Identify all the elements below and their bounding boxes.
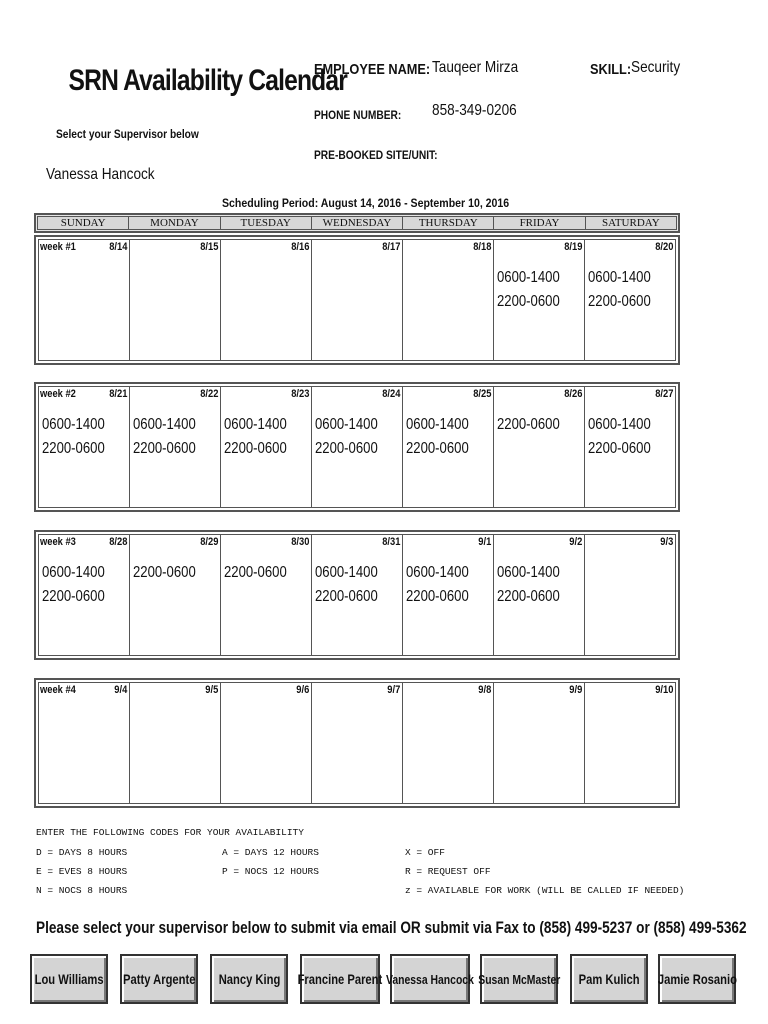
availability-slots: [497, 413, 560, 437]
day-cell[interactable]: [494, 240, 585, 360]
selected-supervisor: Vanessa Hancock: [46, 166, 155, 183]
day-header: SUNDAY: [38, 217, 129, 229]
shift-entry: 2200-0600: [315, 440, 378, 457]
day-header: TUESDAY: [221, 217, 312, 229]
shift-entry: 2200-0600: [406, 440, 469, 457]
supervisor-button-label: Vanessa Hancock: [386, 971, 474, 987]
week-table: [34, 530, 680, 660]
code-item: D = DAYS 8 HOURS: [36, 847, 128, 858]
shift-entry: 2200-0600: [224, 440, 287, 457]
availability-slots: [406, 413, 469, 461]
day-cell[interactable]: [130, 683, 221, 803]
day-cell[interactable]: [130, 535, 221, 655]
code-item: R = REQUEST OFF: [405, 866, 491, 877]
shift-entry: 2200-0600: [497, 588, 560, 605]
shift-entry: 2200-0600: [406, 588, 469, 605]
availability-slots: [588, 266, 651, 314]
day-cell[interactable]: [312, 240, 403, 360]
day-date: 9/5: [204, 684, 218, 696]
availability-slots: [406, 561, 469, 609]
week-table: [34, 235, 680, 365]
day-date: 8/28: [108, 536, 127, 548]
code-item: z = AVAILABLE FOR WORK (WILL BE CALLED IF NEEDED): [405, 885, 685, 896]
day-date: 8/17: [381, 241, 400, 253]
shift-entry: 0600-1400: [133, 416, 196, 433]
availability-slots: [133, 561, 196, 585]
day-cell[interactable]: [585, 683, 675, 803]
supervisor-button-label: Patty Argente: [122, 971, 196, 987]
availability-slots: [224, 413, 287, 461]
day-date: 8/29: [199, 536, 218, 548]
day-date: 8/26: [563, 388, 582, 400]
availability-slots: [224, 561, 287, 585]
day-cell[interactable]: [585, 535, 675, 655]
supervisor-button-susan-mcmaster[interactable]: [477, 954, 561, 1004]
skill-value: Security: [631, 59, 681, 76]
day-cell[interactable]: [403, 683, 494, 803]
shift-entry: 2200-0600: [497, 416, 560, 433]
supervisor-button-nancy-king[interactable]: [210, 954, 288, 1004]
day-date: 9/4: [113, 684, 127, 696]
day-cell[interactable]: [39, 240, 130, 360]
week-table: [34, 678, 680, 808]
supervisor-button-jamie-rosanio[interactable]: [658, 954, 736, 1004]
shift-entry: 0600-1400: [315, 416, 378, 433]
shift-entry: 2200-0600: [133, 440, 196, 457]
availability-slots: [133, 413, 196, 461]
shift-entry: 2200-0600: [224, 564, 287, 581]
day-date: 9/10: [654, 684, 673, 696]
day-date: 8/22: [199, 388, 218, 400]
availability-slots: [588, 413, 651, 461]
day-date: 9/1: [477, 536, 491, 548]
day-date: 8/21: [108, 388, 127, 400]
shift-entry: 0600-1400: [588, 269, 651, 286]
shift-entry: 2200-0600: [588, 293, 651, 310]
day-cell[interactable]: [403, 535, 494, 655]
submit-instructions: Please select your supervisor below to submit via email OR submit via Fax to (858) 499-5237 or (858) 499-5362: [36, 918, 747, 937]
supervisor-prompt: Select your Supervisor below: [56, 127, 199, 141]
day-date: 8/19: [563, 241, 582, 253]
day-cell[interactable]: [130, 240, 221, 360]
day-header-row: [34, 213, 680, 233]
day-cell[interactable]: [221, 535, 312, 655]
day-date: 8/14: [108, 241, 127, 253]
shift-entry: 0600-1400: [42, 564, 105, 581]
day-date: 9/7: [386, 684, 400, 696]
day-cell[interactable]: [221, 683, 312, 803]
shift-entry: 0600-1400: [497, 269, 560, 286]
day-date: 8/25: [472, 388, 491, 400]
supervisor-button-label: Pam Kulich: [578, 971, 640, 987]
page-title: SRN Availability Calendar: [68, 64, 348, 97]
phone-value: 858-349-0206: [432, 102, 517, 119]
code-item: X = OFF: [405, 847, 445, 858]
day-cell[interactable]: [39, 387, 130, 507]
code-item: N = NOCS 8 HOURS: [36, 885, 128, 896]
day-date: 9/2: [568, 536, 582, 548]
day-cell[interactable]: [585, 387, 675, 507]
shift-entry: 2200-0600: [497, 293, 560, 310]
availability-slots: [42, 413, 105, 461]
day-date: 8/24: [381, 388, 400, 400]
day-cell[interactable]: [39, 683, 130, 803]
day-cell[interactable]: [585, 240, 675, 360]
day-date: 8/30: [290, 536, 309, 548]
day-cell[interactable]: [494, 683, 585, 803]
day-date: 9/6: [295, 684, 309, 696]
supervisor-button-pam-kulich[interactable]: [570, 954, 648, 1004]
week-table: [34, 382, 680, 512]
shift-entry: 0600-1400: [588, 416, 651, 433]
availability-slots: [315, 561, 378, 609]
code-item: A = DAYS 12 HOURS: [222, 847, 319, 858]
shift-entry: 0600-1400: [406, 416, 469, 433]
supervisor-button-label: Nancy King: [218, 971, 280, 987]
day-date: 8/15: [199, 241, 218, 253]
day-header: SATURDAY: [601, 217, 660, 229]
week-label: week #2: [40, 388, 76, 400]
day-cell[interactable]: [312, 535, 403, 655]
day-date: 8/23: [290, 388, 309, 400]
day-cell[interactable]: [221, 387, 312, 507]
day-date: 8/27: [654, 388, 673, 400]
shift-entry: 0600-1400: [42, 416, 105, 433]
codes-heading: ENTER THE FOLLOWING CODES FOR YOUR AVAILABILITY: [36, 827, 304, 838]
phone-label: PHONE NUMBER:: [314, 108, 402, 122]
day-cell[interactable]: [494, 535, 585, 655]
day-header: THURSDAY: [403, 217, 494, 229]
day-cell[interactable]: [312, 683, 403, 803]
supervisor-button-label: Francine Parent: [297, 971, 383, 987]
shift-entry: 2200-0600: [42, 588, 105, 605]
prebooked-label: PRE-BOOKED SITE/UNIT:: [314, 148, 438, 162]
availability-slots: [42, 561, 105, 609]
supervisor-button-vanessa-hancock[interactable]: [386, 954, 474, 1004]
day-date: 9/8: [477, 684, 491, 696]
day-cell[interactable]: [312, 387, 403, 507]
supervisor-button-label: Jamie Rosanio: [657, 971, 737, 987]
shift-entry: 0600-1400: [406, 564, 469, 581]
day-date: 9/9: [568, 684, 582, 696]
availability-slots: [315, 413, 378, 461]
code-item: E = EVES 8 HOURS: [36, 866, 128, 877]
week-label: week #3: [40, 536, 76, 548]
code-item: P = NOCS 12 HOURS: [222, 866, 319, 877]
supervisor-button-patty-argente[interactable]: [120, 954, 198, 1004]
shift-entry: 2200-0600: [315, 588, 378, 605]
week-label: week #1: [40, 241, 76, 253]
availability-slots: [497, 266, 560, 314]
day-date: 8/18: [472, 241, 491, 253]
supervisor-button-label: Lou Williams: [34, 971, 104, 987]
employee-name-value: Tauqeer Mirza: [432, 59, 519, 76]
day-date: 8/20: [654, 241, 673, 253]
day-cell[interactable]: [130, 387, 221, 507]
shift-entry: 0600-1400: [315, 564, 378, 581]
day-cell[interactable]: [221, 240, 312, 360]
day-header: FRIDAY: [494, 217, 585, 229]
day-header: MONDAY: [129, 217, 220, 229]
day-cell[interactable]: [494, 387, 585, 507]
availability-slots: [497, 561, 560, 609]
shift-entry: 0600-1400: [497, 564, 560, 581]
shift-entry: 2200-0600: [588, 440, 651, 457]
shift-entry: 2200-0600: [133, 564, 196, 581]
day-date: 8/31: [381, 536, 400, 548]
day-cell[interactable]: [403, 387, 494, 507]
day-date: 9/3: [659, 536, 673, 548]
supervisor-button-label: Susan McMaster: [477, 971, 561, 987]
skill-label: SKILL:: [590, 61, 632, 78]
scheduling-period: Scheduling Period: August 14, 2016 - September 10, 2016: [222, 196, 510, 210]
shift-entry: 0600-1400: [224, 416, 287, 433]
day-date: 8/16: [290, 241, 309, 253]
shift-entry: 2200-0600: [42, 440, 105, 457]
week-label: week #4: [40, 684, 76, 696]
supervisor-button-lou-williams[interactable]: [30, 954, 108, 1004]
day-header: WEDNESDAY: [312, 217, 403, 229]
supervisor-button-francine-parent[interactable]: [297, 954, 383, 1004]
day-cell[interactable]: [403, 240, 494, 360]
employee-name-label: EMPLOYEE NAME:: [314, 61, 431, 78]
day-cell[interactable]: [39, 535, 130, 655]
